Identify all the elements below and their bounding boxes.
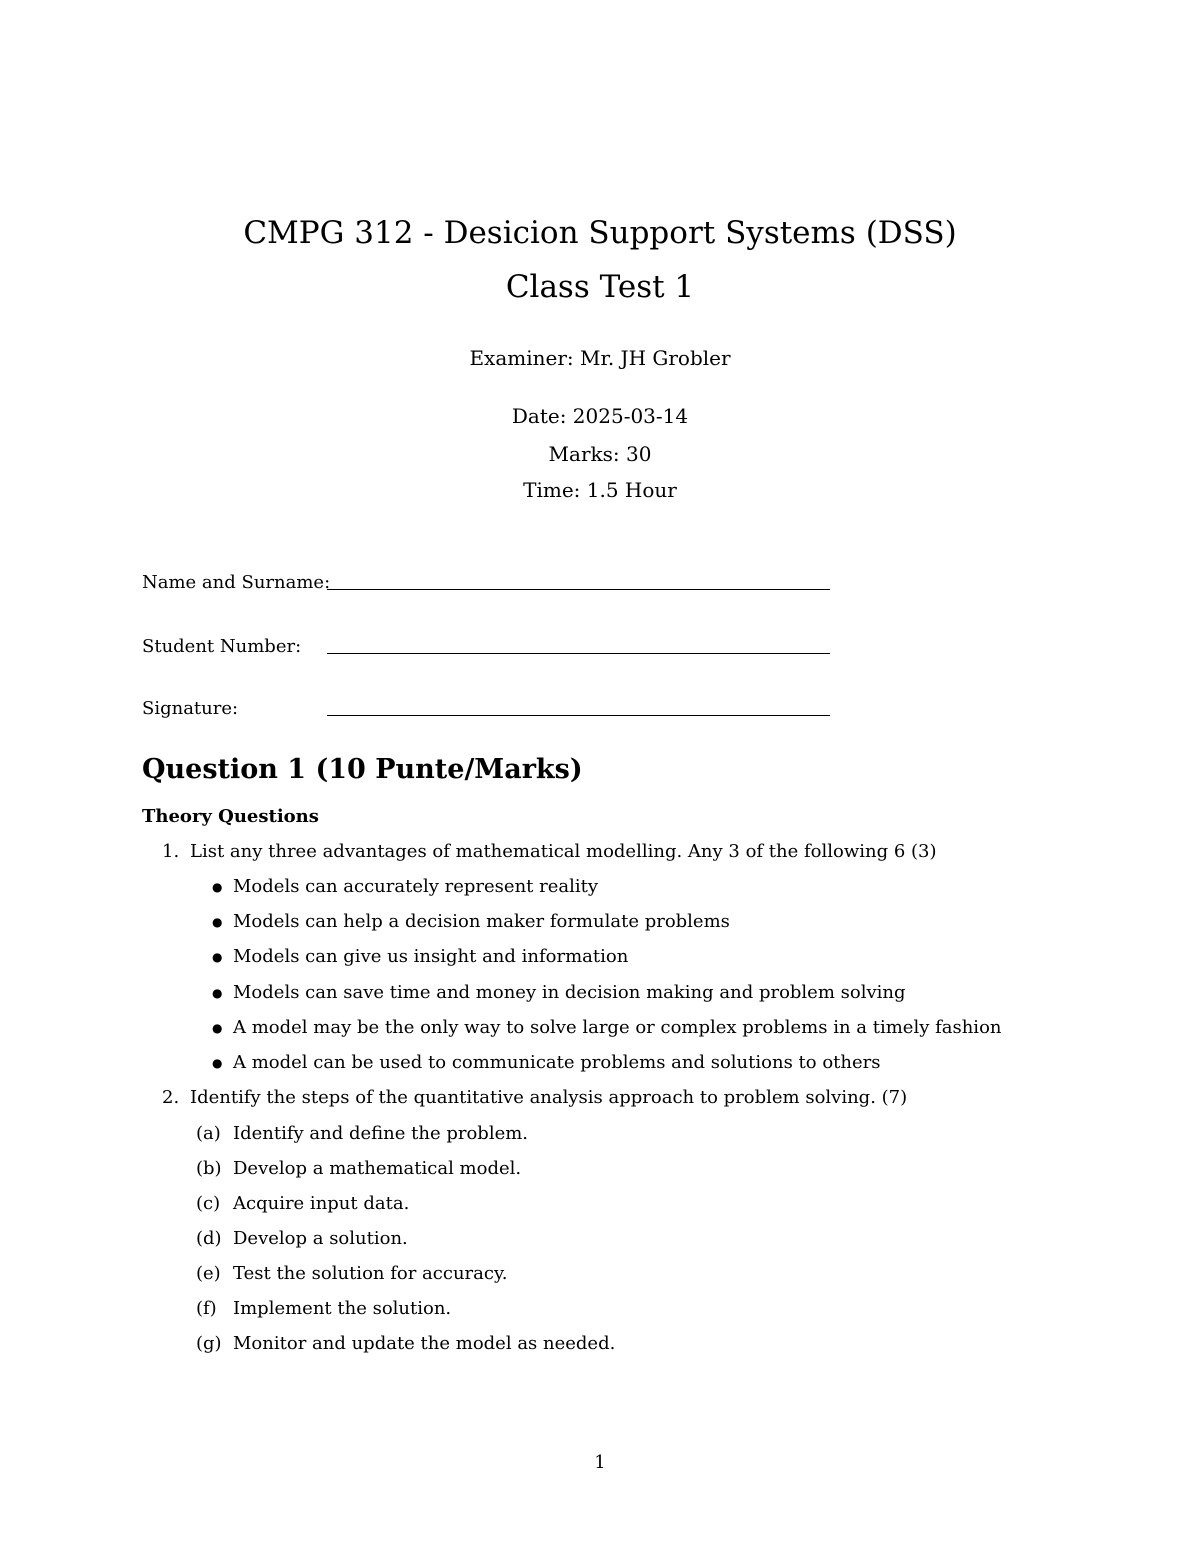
- item-2-text: Identify the steps of the quantitative analysis approach to problem solving. (7): [190, 1087, 908, 1108]
- step-label: (f): [196, 1298, 217, 1319]
- student-number-field: [142, 634, 842, 664]
- bullet-icon: ●: [212, 1056, 223, 1070]
- theory-questions-heading: Theory Questions: [142, 806, 319, 827]
- bullet-icon: ●: [212, 986, 223, 1000]
- list-item: Test the solution for accuracy.: [233, 1263, 508, 1284]
- step-label: (a): [196, 1123, 221, 1144]
- list-item: Monitor and update the model as needed.: [233, 1333, 616, 1354]
- step-label: (d): [196, 1228, 222, 1249]
- step-label: (b): [196, 1158, 222, 1179]
- list-item: Implement the solution.: [233, 1298, 452, 1319]
- signature-field: [142, 696, 842, 726]
- list-item: A model may be the only way to solve large or complex problems in a timely fashion: [233, 1017, 1002, 1038]
- step-label: (e): [196, 1263, 221, 1284]
- list-item: Identify and define the problem.: [233, 1123, 529, 1144]
- bullet-icon: ●: [212, 950, 223, 964]
- marks-line: Marks: 30: [548, 442, 652, 466]
- document-title: CMPG 312 - Desicion Support Systems (DSS): [243, 215, 957, 251]
- list-item: Develop a mathematical model.: [233, 1158, 522, 1179]
- list-item: Models can give us insight and information: [233, 946, 629, 967]
- list-item: Models can help a decision maker formulate problems: [233, 911, 730, 932]
- examiner-line: Examiner: Mr. JH Grobler: [469, 346, 731, 370]
- list-item: Models can accurately represent reality: [233, 876, 599, 897]
- item-2-number: 2.: [162, 1087, 180, 1108]
- date-line: Date: 2025-03-14: [511, 404, 689, 428]
- item-1-number: 1.: [162, 841, 180, 862]
- list-item: Acquire input data.: [233, 1193, 410, 1214]
- bullet-icon: ●: [212, 915, 223, 929]
- step-label: (g): [196, 1333, 222, 1354]
- time-line: Time: 1.5 Hour: [523, 478, 677, 502]
- list-item: Develop a solution.: [233, 1228, 408, 1249]
- bullet-icon: ●: [212, 1021, 223, 1035]
- document-subtitle: Class Test 1: [505, 269, 695, 305]
- page-number: 1: [594, 1452, 606, 1473]
- item-1-text: List any three advantages of mathematical modelling. Any 3 of the following 6 (3): [190, 841, 937, 862]
- list-item: Models can save time and money in decision making and problem solving: [233, 982, 906, 1003]
- name-surname-field: [142, 570, 842, 600]
- step-label: (c): [196, 1193, 221, 1214]
- name-surname-label: Name and Surname:: [142, 572, 331, 593]
- list-item: A model can be used to communicate problems and solutions to others: [233, 1052, 881, 1073]
- name-surname-blank: [327, 589, 830, 590]
- signature-blank: [327, 715, 830, 716]
- student-number-blank: [327, 653, 830, 654]
- bullet-icon: ●: [212, 880, 223, 894]
- signature-label: Signature:: [142, 698, 239, 719]
- question-1-heading: Question 1 (10 Punte/Marks): [142, 754, 583, 785]
- student-number-label: Student Number:: [142, 636, 302, 657]
